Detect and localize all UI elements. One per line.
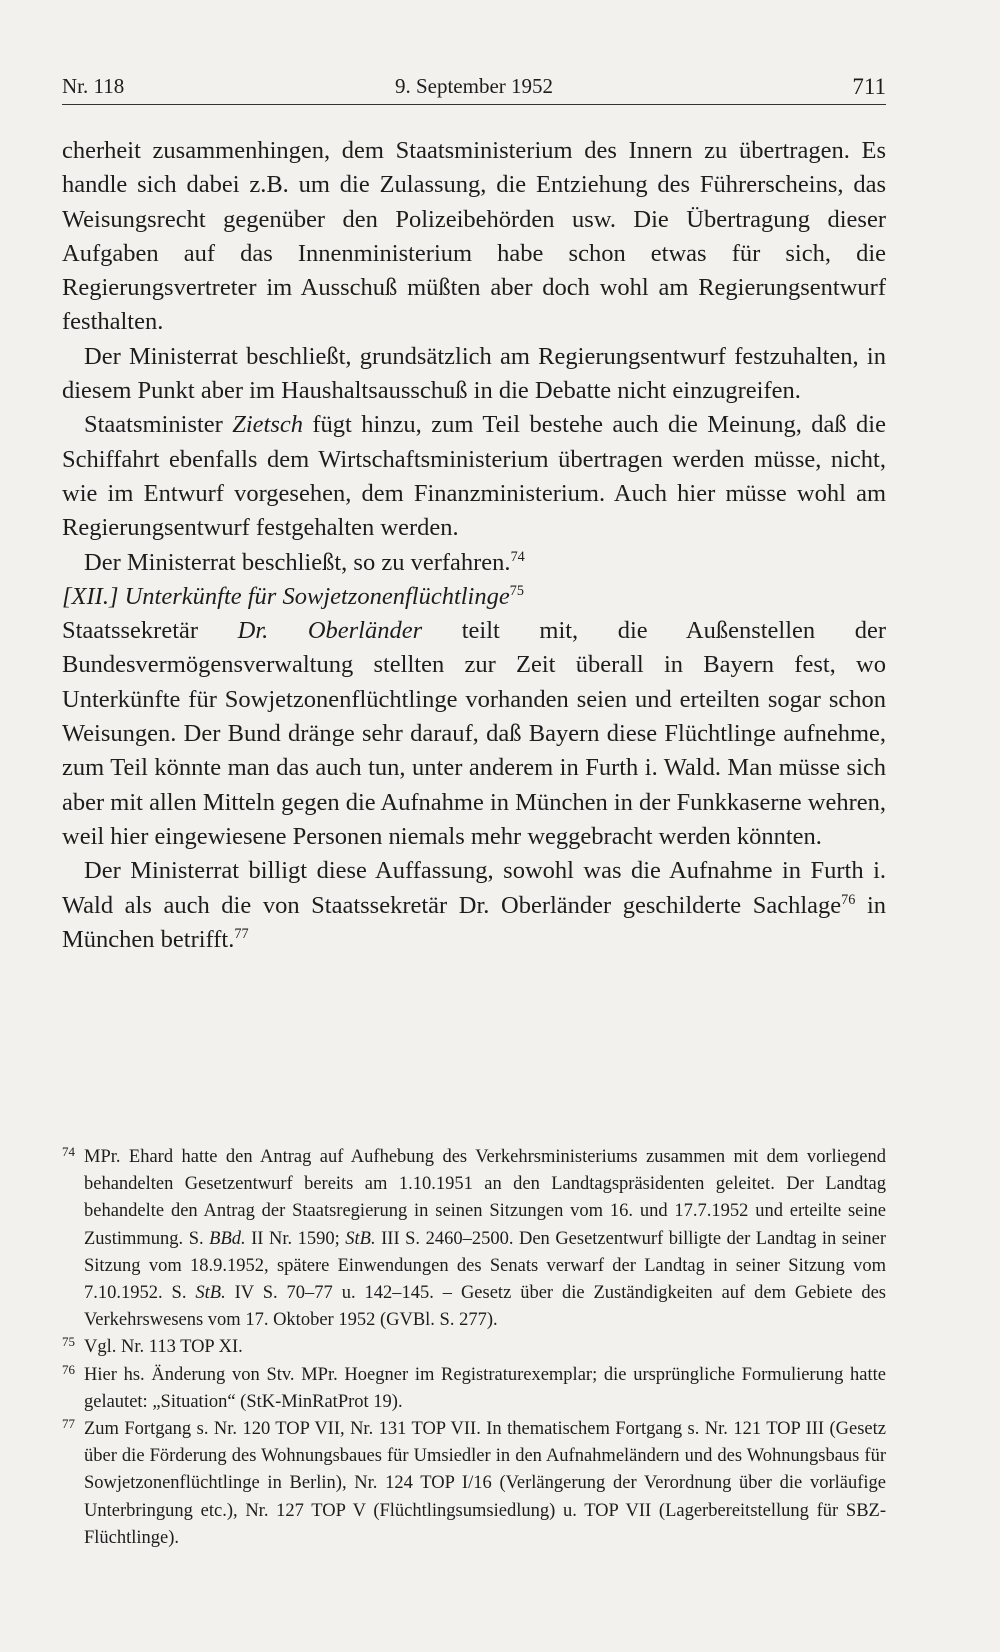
text-run: III S. 2460–2500. Den Gesetzentwurf billigte der Landtag in seiner Sitzung vom 18.9.1952, spätere Einwendungen des Senats verwarf der Landtag in seiner Sitzung vom 7.10.1952. S. [84,1228,886,1304]
footnote-ref: 74 [510,548,525,565]
citation-abbrev: StB. [195,1283,226,1304]
main-text [62,134,886,957]
footnote-76 [62,1362,886,1416]
text-run: II Nr. 1590; [245,1228,346,1249]
footnote-number [62,1416,84,1552]
citation-abbrev: BBd. [209,1228,246,1249]
running-header [62,74,886,105]
footnote-77 [62,1416,886,1552]
footnote-number [62,1334,84,1361]
footnote-ref: 75 [509,583,524,600]
agenda-item-number: [XII.] [62,582,119,610]
paragraph-zietsch [62,408,886,545]
footnotes [62,1144,886,1552]
footnote-number-text: 76 [62,1361,75,1377]
speaker-name: Zietsch [232,411,303,439]
footnote-number-text: 74 [62,1144,75,1160]
footnote-74 [62,1144,886,1334]
footnote-ref: 76 [841,891,856,908]
text-run: Der Ministerrat beschließt, so zu verfahren. [84,548,511,576]
paragraph-continued: cherheit zusammenhingen, dem Staatsministerium des Innern zu übertragen. Es handle sich dabei z.B. um die Zulassung, die Entziehung des Führerscheins, das Weisungsrecht gegenüber den Polizeibehörden usw. Die Übertragung dieser Aufgaben auf das Innenministerium habe schon etwas für sich, die Regierungsvertreter im Ausschuß müßten aber doch wohl am Regierungsentwurf festhalten. [62,137,886,336]
footnote-number [62,1144,84,1334]
text-run: teilt mit, die Außenstellen der Bundesvermögensverwaltung stellten zur Zeit überall in Bayern fest, wo Unterkünfte für Sowjetzonenflüchtlinge vorhanden seien und erteilten sogar schon Weisungen. Der Bund dränge sehr darauf, daß Bayern diese Flüchtlinge aufnehme, zum Teil könnte man das auch tun, unter anderem in Furth i. Wald. Man müsse sich aber mit allen Mitteln gegen die Aufnahme in München in der Funkkaserne wehren, weil hier eingewiesene Personen niemals mehr weggebracht werden könnten. [62,617,886,850]
footnote-text: Hier hs. Änderung von Stv. MPr. Hoegner im Registraturexemplar; die ursprüngliche Formulierung hatte gelautet: „Situation“ (StK-MinRatProt 19). [84,1364,886,1412]
text-run: Der Ministerrat billigt diese Auffassung, sowohl was die Aufnahme in Furth i. Wald als auch die von Staatssekretär Dr. Oberländer geschilderte Sachlage [62,857,886,919]
text-run: MPr. Ehard hatte den Antrag auf Aufhebung des Verkehrsministeriums zusammen mit dem vorliegend behandelten Gesetzentwurf bereits am 1.10.1951 an den Landtagspräsidenten geleitet. Der Landtag behandelte den Antrag der Staatsregierung in seinen Sitzungen vom 16. und 17.7.1952 und erteilte seine Zustimmung. S. [84,1147,886,1249]
footnote-number-text: 75 [62,1334,75,1350]
footnote-ref: 77 [234,926,249,943]
text-run: Staatsminister [84,411,233,439]
paragraph-oberlaender [62,614,886,854]
speaker-name: Dr. Oberländer [237,617,423,645]
footnote-number [62,1362,84,1416]
footnote-text: Zum Fortgang s. Nr. 120 TOP VII, Nr. 131 TOP VII. In thematischem Fortgang s. Nr. 121 TOP III (Gesetz über die Förderung des Wohnungsbaues für Umsiedler in den Aufnahmeländern und des Wohnungsbaus für Sowjetzonenflüchtlinge in Berlin), Nr. 124 TOP I/16 (Verlängerung der Verordnung über die vorläufige Unterbringung etc.), Nr. 127 TOP V (Flüchtlingsumsiedlung) u. TOP VII (Lagerbereitstellung für SBZ-Flüchtlinge). [84,1419,886,1548]
paragraph-resolution-3 [62,854,886,957]
agenda-item-heading [62,580,886,614]
text-run: in München betrifft. [62,891,886,953]
text-run: fügt hinzu, zum Teil bestehe auch die Meinung, daß die Schiffahrt ebenfalls dem Wirtschaftsministerium übertragen werden müsse, nicht, wie im Entwurf vorgesehen, dem Finanzministerium. Auch hier müsse wohl am Regierungsentwurf festgehalten werden. [62,411,886,542]
paragraph-resolution-1: Der Ministerrat beschließt, grundsätzlich am Regierungsentwurf festzuhalten, in diesem Punkt aber im Haushaltsausschuß in die Debatte nicht einzugreifen. [62,342,886,405]
footnote-number-text: 77 [62,1416,75,1432]
document-number: Nr. 118 [62,74,125,98]
citation-abbrev: StB. [345,1228,376,1249]
footnote-text [84,1144,886,1334]
text-run: Staatssekretär [62,617,238,645]
header-date: 9. September 1952 [394,74,554,98]
footnote-75 [62,1334,886,1361]
paragraph-resolution-2 [62,546,886,580]
page-number: 711 [852,74,886,99]
text-run: IV S. 70–77 u. 142–145. – Gesetz über die Zuständigkeiten auf dem Gebiete des Verkehrswesens vom 17. Oktober 1952 (GVBl. S. 277). [84,1283,886,1331]
footnote-text: Vgl. Nr. 113 TOP XI. [84,1337,243,1358]
agenda-item-title: Unterkünfte für Sowjetzonenflüchtlinge [124,582,510,610]
